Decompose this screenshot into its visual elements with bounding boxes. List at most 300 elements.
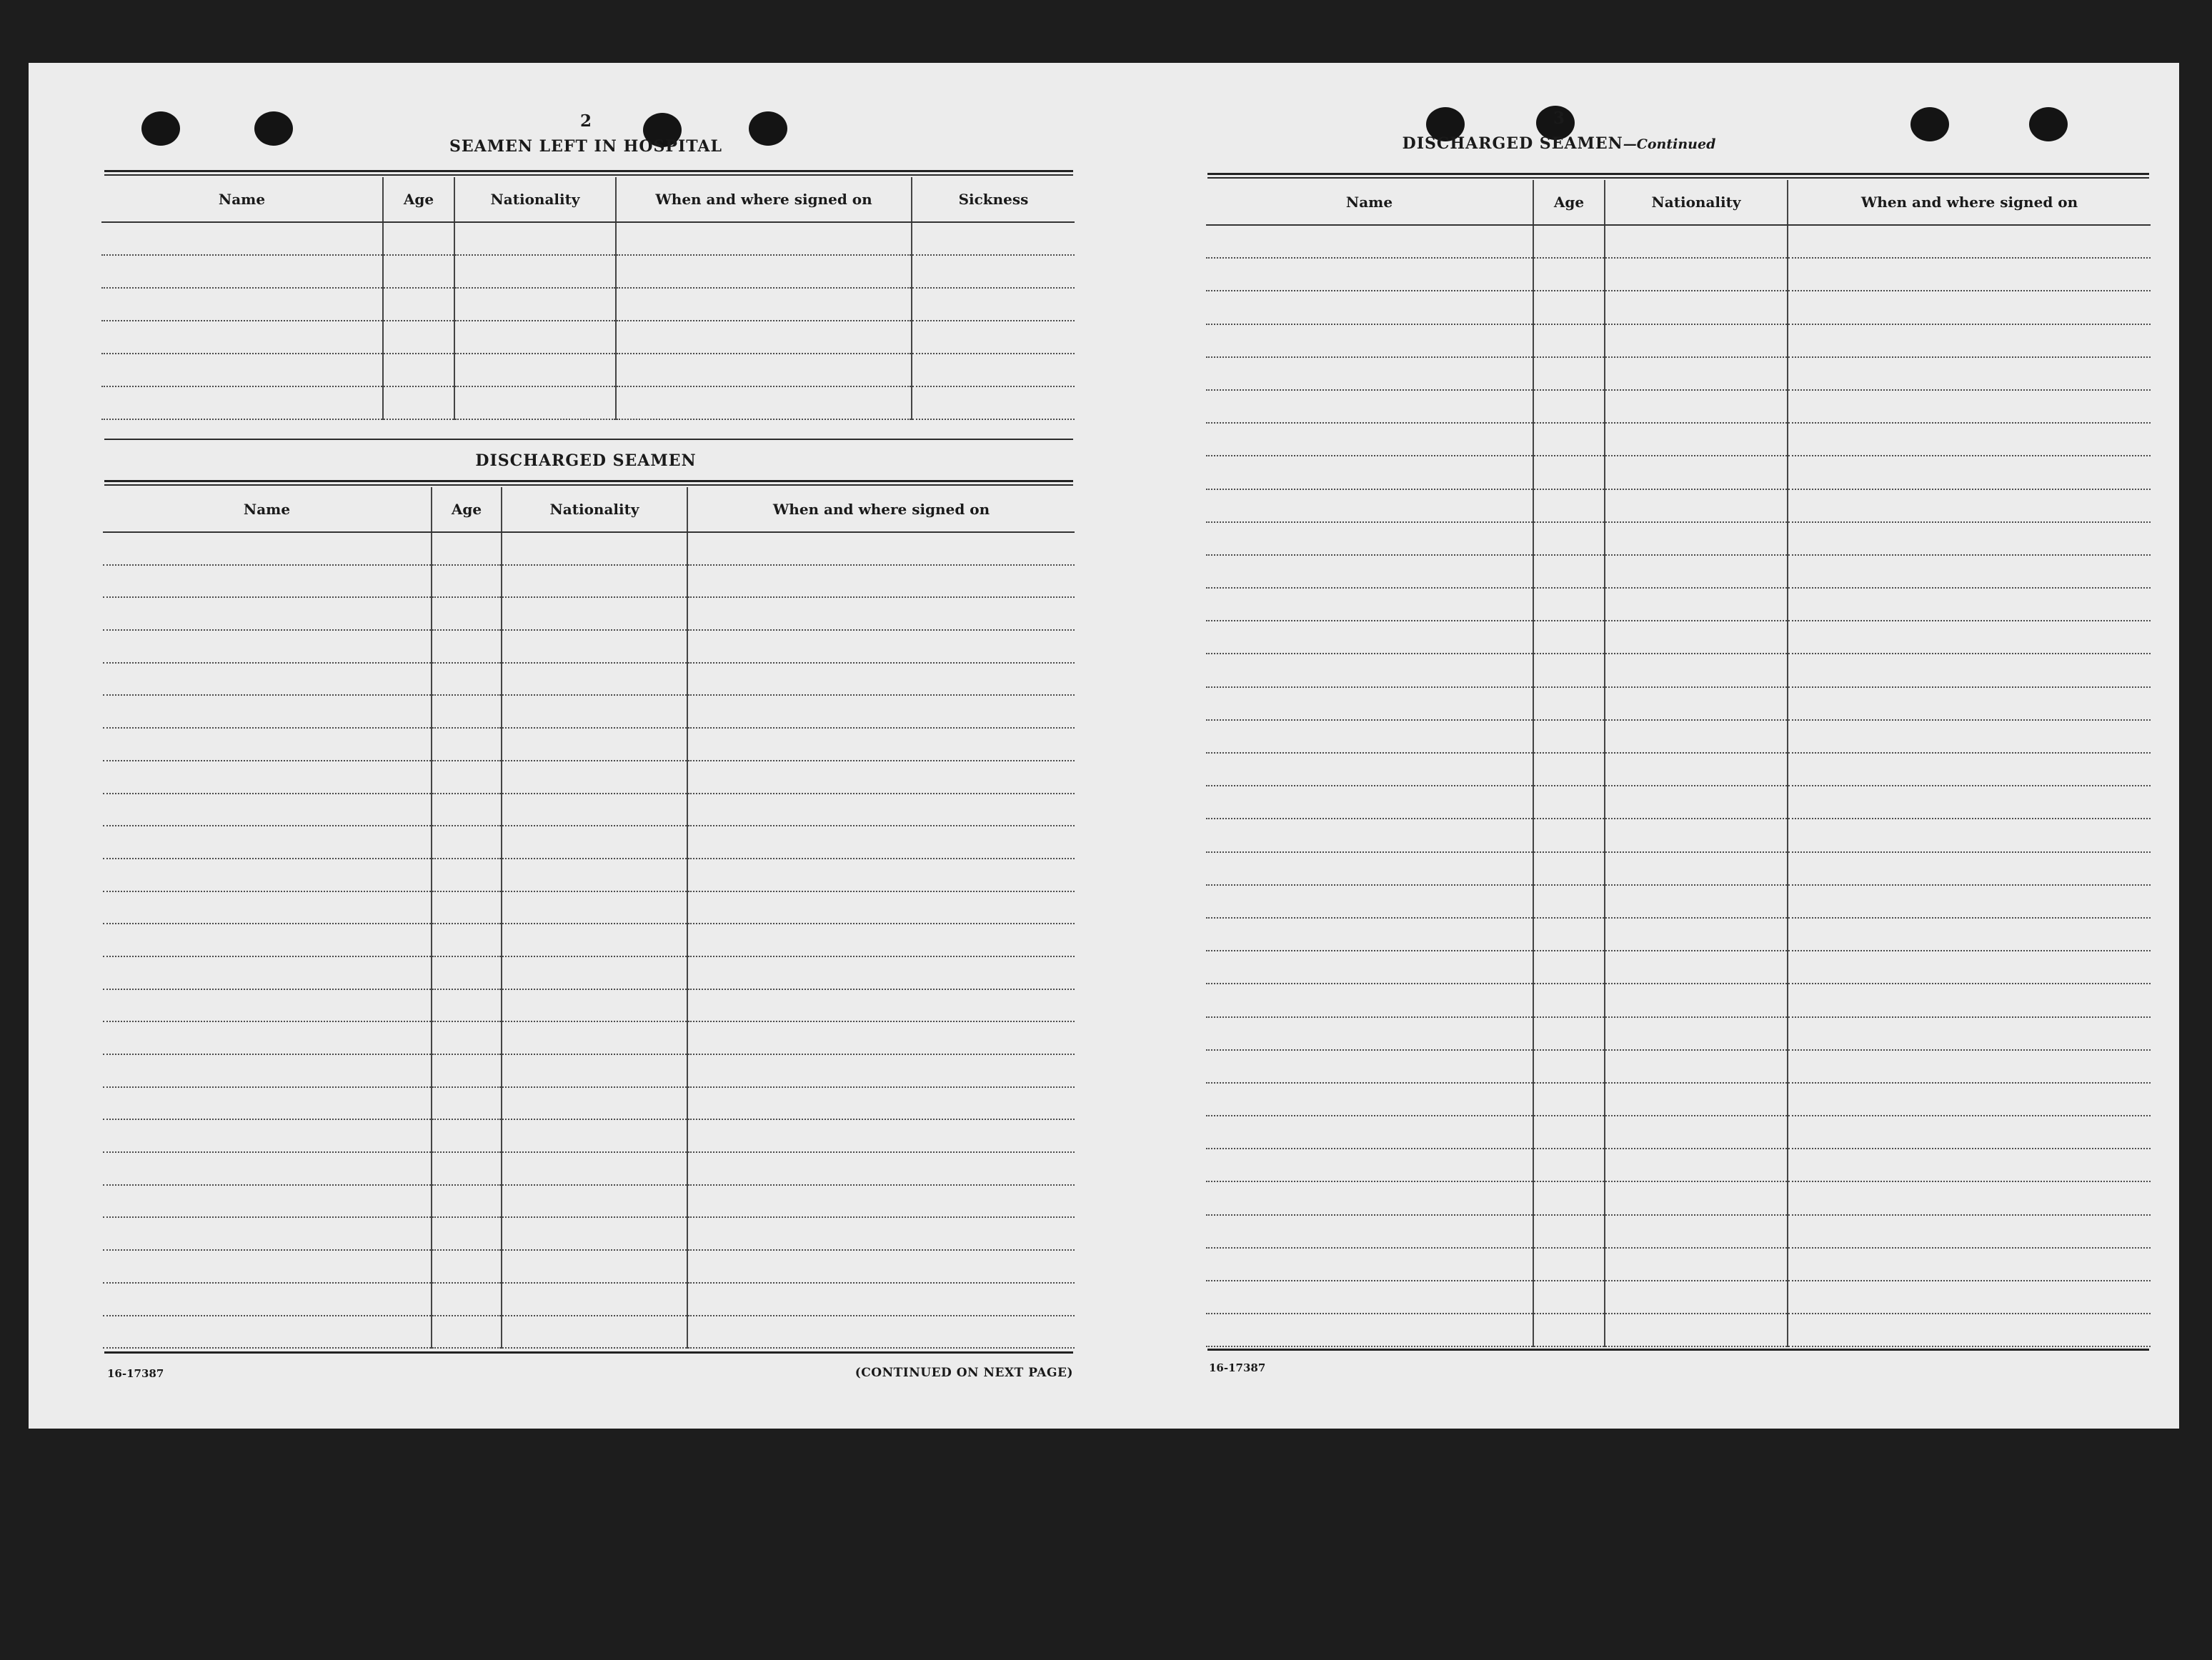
ledger-cell: [1605, 951, 1788, 984]
ledger-cell: [432, 597, 502, 630]
ledger-cell: [1788, 588, 2151, 621]
ledger-cell: [1605, 786, 1788, 819]
ledger-cell: [1533, 258, 1605, 291]
ledger-cell: [103, 532, 432, 565]
ledger-cell: [1605, 819, 1788, 851]
ledger-cell: [1533, 357, 1605, 390]
ledger-row: [1206, 852, 2151, 885]
ledger-cell: [454, 321, 616, 354]
ledger-row: [1206, 621, 2151, 654]
ledger-cell: [432, 989, 502, 1022]
ledger-row: [103, 695, 1075, 728]
ledger-cell: [1788, 1017, 2151, 1050]
ledger-row: [1206, 555, 2151, 588]
ledger-cell: [1788, 720, 2151, 753]
ledger-cell: [1206, 390, 1533, 423]
ledger-row: [101, 255, 1075, 288]
hospital-table: [101, 177, 1075, 420]
ledger-cell: [454, 288, 616, 321]
ledger-cell: [687, 630, 1075, 663]
column-header-signed-on: When and where signed on: [687, 487, 1075, 532]
ledger-cell: [1206, 1314, 1533, 1346]
ledger-cell: [1788, 225, 2151, 258]
ledger-cell: [1206, 1116, 1533, 1149]
ledger-row: [1206, 654, 2151, 686]
ledger-row: [103, 565, 1075, 598]
right-page: [1122, 63, 2179, 1429]
ledger-cell: [1605, 1116, 1788, 1149]
ledger-cell: [1788, 918, 2151, 951]
ledger-cell: [687, 1054, 1075, 1087]
ledger-cell: [1788, 1083, 2151, 1116]
ledger-cell: [502, 565, 687, 598]
ledger-cell: [432, 956, 502, 989]
continued-note: (CONTINUED ON NEXT PAGE): [855, 1366, 1073, 1380]
ledger-row: [1206, 291, 2151, 324]
bottom-rule: [104, 1351, 1073, 1354]
ledger-cell: [502, 1087, 687, 1120]
ledger-cell: [687, 1152, 1075, 1185]
ledger-cell: [103, 956, 432, 989]
ledger-cell: [1605, 423, 1788, 456]
ledger-cell: [101, 222, 383, 255]
ledger-cell: [1788, 951, 2151, 984]
ledger-cell: [1788, 258, 2151, 291]
ledger-cell: [687, 1087, 1075, 1120]
ledger-row: [103, 1119, 1075, 1152]
ledger-cell: [432, 794, 502, 826]
ledger-cell: [1533, 1083, 1605, 1116]
ledger-row: [103, 891, 1075, 924]
ledger-cell: [1206, 852, 1533, 885]
bottom-rule: [1207, 1349, 2149, 1351]
ledger-cell: [616, 255, 912, 288]
punch-hole: [1910, 107, 1949, 141]
ledger-cell: [1206, 357, 1533, 390]
column-header-nationality: Nationality: [454, 177, 616, 222]
ledger-cell: [103, 1217, 432, 1250]
ledger-cell: [1206, 984, 1533, 1016]
ledger-cell: [1605, 918, 1788, 951]
ledger-cell: [1206, 588, 1533, 621]
ledger-cell: [1533, 423, 1605, 456]
ledger-cell: [1206, 489, 1533, 522]
ledger-cell: [103, 1316, 432, 1349]
ledger-cell: [687, 597, 1075, 630]
column-header-age: Age: [1533, 180, 1605, 225]
ledger-cell: [1206, 786, 1533, 819]
ledger-cell: [1788, 819, 2151, 851]
ledger-row: [1206, 1017, 2151, 1050]
ledger-cell: [432, 630, 502, 663]
ledger-row: [103, 1250, 1075, 1283]
ledger-cell: [103, 663, 432, 696]
ledger-cell: [912, 222, 1075, 255]
ledger-cell: [1206, 1149, 1533, 1181]
ledger-cell: [383, 222, 454, 255]
ledger-row: [1206, 225, 2151, 258]
column-header-signed-on: When and where signed on: [616, 177, 912, 222]
ledger-cell: [1605, 456, 1788, 489]
ledger-cell: [502, 859, 687, 891]
ledger-cell: [1206, 258, 1533, 291]
ledger-row: [1206, 258, 2151, 291]
ledger-cell: [502, 956, 687, 989]
ledger-cell: [502, 663, 687, 696]
ledger-cell: [103, 761, 432, 794]
ledger-cell: [432, 532, 502, 565]
ledger-cell: [1206, 951, 1533, 984]
ledger-cell: [1605, 1248, 1788, 1281]
ledger-cell: [103, 826, 432, 859]
ledger-cell: [1605, 1017, 1788, 1050]
ledger-cell: [1533, 984, 1605, 1016]
ledger-cell: [1533, 918, 1605, 951]
ledger-cell: [1533, 1314, 1605, 1346]
header-rule: [1207, 177, 2149, 179]
left-page: [29, 63, 1122, 1429]
ledger-cell: [1206, 720, 1533, 753]
ledger-cell: [1533, 852, 1605, 885]
ledger-cell: [502, 826, 687, 859]
ledger-row: [103, 859, 1075, 891]
ledger-row: [1206, 951, 2151, 984]
ledger-cell: [432, 1152, 502, 1185]
ledger-cell: [1206, 1281, 1533, 1314]
ledger-cell: [502, 989, 687, 1022]
ledger-cell: [687, 891, 1075, 924]
ledger-row: [1206, 1281, 2151, 1314]
ledger-cell: [1605, 324, 1788, 357]
ledger-cell: [1788, 390, 2151, 423]
ledger-row: [1206, 1083, 2151, 1116]
ledger-cell: [1533, 1050, 1605, 1083]
ledger-cell: [1605, 291, 1788, 324]
ledger-cell: [1533, 951, 1605, 984]
ledger-cell: [383, 255, 454, 288]
ledger-row: [101, 222, 1075, 255]
ledger-cell: [101, 288, 383, 321]
ledger-cell: [432, 565, 502, 598]
header-rule: [1207, 173, 2149, 175]
hospital-section-title: SEAMEN LEFT IN HOSPITAL: [449, 137, 722, 156]
ledger-row: [103, 663, 1075, 696]
ledger-cell: [1788, 1248, 2151, 1281]
ledger-cell: [616, 354, 912, 386]
ledger-row: [101, 321, 1075, 354]
ledger-cell: [101, 321, 383, 354]
ledger-cell: [103, 924, 432, 956]
ledger-cell: [1533, 786, 1605, 819]
ledger-cell: [1206, 225, 1533, 258]
ledger-cell: [1605, 1083, 1788, 1116]
ledger-row: [1206, 588, 2151, 621]
ledger-cell: [502, 891, 687, 924]
discharged-continued-title: [1373, 134, 1745, 153]
ledger-cell: [1605, 555, 1788, 588]
ledger-cell: [1605, 357, 1788, 390]
ledger-cell: [454, 222, 616, 255]
ledger-cell: [1788, 1149, 2151, 1181]
ledger-cell: [1788, 984, 2151, 1016]
ledger-cell: [687, 1021, 1075, 1054]
ledger-cell: [1788, 555, 2151, 588]
ledger-cell: [1605, 390, 1788, 423]
ledger-cell: [502, 1054, 687, 1087]
ledger-cell: [1533, 687, 1605, 720]
ledger-cell: [103, 1185, 432, 1218]
ledger-cell: [1788, 1281, 2151, 1314]
ledger-row: [103, 1152, 1075, 1185]
ledger-row: [103, 924, 1075, 956]
ledger-row: [1206, 1116, 2151, 1149]
ledger-cell: [502, 1316, 687, 1349]
ledger-row: [1206, 786, 2151, 819]
ledger-cell: [616, 386, 912, 419]
column-header-signed-on: When and where signed on: [1788, 180, 2151, 225]
ledger-row: [103, 1185, 1075, 1218]
ledger-cell: [1206, 687, 1533, 720]
ledger-cell: [1533, 1215, 1605, 1248]
ledger-cell: [1206, 819, 1533, 851]
page-number: 2: [579, 111, 592, 131]
ledger-cell: [454, 255, 616, 288]
ledger-cell: [1206, 423, 1533, 456]
ledger-row: [103, 794, 1075, 826]
ledger-cell: [1788, 885, 2151, 918]
hospital-header-row: [101, 177, 1075, 222]
ledger-row: [103, 826, 1075, 859]
ledger-cell: [432, 1316, 502, 1349]
ledger-cell: [1533, 225, 1605, 258]
ledger-cell: [1206, 522, 1533, 555]
ledger-cell: [1533, 1281, 1605, 1314]
ledger-cell: [1605, 588, 1788, 621]
ledger-cell: [1605, 720, 1788, 753]
ledger-cell: [912, 321, 1075, 354]
header-rule: [104, 484, 1073, 486]
column-header-name: Name: [101, 177, 383, 222]
ledger-cell: [103, 597, 432, 630]
ledger-row: [1206, 984, 2151, 1016]
ledger-cell: [502, 728, 687, 761]
ledger-cell: [101, 354, 383, 386]
ledger-row: [103, 728, 1075, 761]
ledger-row: [1206, 753, 2151, 786]
ledger-cell: [1206, 1017, 1533, 1050]
ledger-row: [103, 597, 1075, 630]
ledger-cell: [1533, 489, 1605, 522]
ledger-cell: [432, 1054, 502, 1087]
ledger-cell: [502, 1119, 687, 1152]
ledger-cell: [1533, 291, 1605, 324]
ledger-row: [103, 630, 1075, 663]
ledger-cell: [502, 794, 687, 826]
ledger-cell: [1206, 753, 1533, 786]
punch-hole: [254, 111, 293, 146]
ledger-row: [1206, 423, 2151, 456]
ledger-cell: [103, 1054, 432, 1087]
ledger-row: [101, 288, 1075, 321]
header-rule: [104, 174, 1073, 176]
ledger-cell: [687, 565, 1075, 598]
ledger-row: [1206, 390, 2151, 423]
ledger-cell: [687, 989, 1075, 1022]
ledger-cell: [103, 695, 432, 728]
ledger-cell: [432, 1119, 502, 1152]
ledger-cell: [502, 630, 687, 663]
ledger-cell: [432, 1021, 502, 1054]
ledger-row: [103, 1316, 1075, 1349]
ledger-cell: [432, 859, 502, 891]
ledger-row: [103, 1054, 1075, 1087]
ledger-cell: [1206, 1050, 1533, 1083]
ledger-cell: [1605, 687, 1788, 720]
ledger-cell: [1605, 1181, 1788, 1214]
ledger-cell: [687, 532, 1075, 565]
ledger-cell: [1533, 390, 1605, 423]
ledger-cell: [912, 386, 1075, 419]
punch-hole: [141, 111, 180, 146]
form-code: 16-17387: [1209, 1361, 1266, 1374]
ledger-cell: [502, 761, 687, 794]
ledger-cell: [502, 924, 687, 956]
ledger-cell: [103, 891, 432, 924]
ledger-cell: [103, 794, 432, 826]
ledger-cell: [1605, 522, 1788, 555]
ledger-row: [101, 386, 1075, 419]
ledger-cell: [1788, 423, 2151, 456]
ledger-cell: [1533, 456, 1605, 489]
ledger-row: [103, 1217, 1075, 1250]
ledger-row: [1206, 357, 2151, 390]
ledger-row: [1206, 918, 2151, 951]
ledger-cell: [454, 386, 616, 419]
ledger-cell: [1605, 1281, 1788, 1314]
ledger-cell: [1788, 753, 2151, 786]
ledger-cell: [1788, 621, 2151, 654]
column-header-name: Name: [1206, 180, 1533, 225]
ledger-cell: [1605, 654, 1788, 686]
ledger-row: [103, 1283, 1075, 1316]
ledger-cell: [432, 924, 502, 956]
ledger-cell: [103, 1087, 432, 1120]
continued-table: [1206, 180, 2151, 1347]
ledger-cell: [101, 255, 383, 288]
ledger-row: [1206, 456, 2151, 489]
column-header-sickness: Sickness: [912, 177, 1075, 222]
discharged-rows: [103, 532, 1075, 1348]
ledger-cell: [1605, 225, 1788, 258]
ledger-row: [1206, 324, 2151, 357]
ledger-cell: [1206, 1215, 1533, 1248]
ledger-cell: [383, 386, 454, 419]
ledger-cell: [1788, 456, 2151, 489]
ledger-cell: [454, 354, 616, 386]
ledger-cell: [1605, 1149, 1788, 1181]
ledger-cell: [502, 1185, 687, 1218]
title-main: DISCHARGED SEAMEN: [1402, 134, 1623, 153]
ledger-cell: [687, 663, 1075, 696]
ledger-row: [1206, 885, 2151, 918]
ledger-cell: [103, 859, 432, 891]
ledger-cell: [1605, 1215, 1788, 1248]
ledger-cell: [1788, 1116, 2151, 1149]
ledger-cell: [432, 761, 502, 794]
ledger-cell: [1206, 1083, 1533, 1116]
ledger-cell: [502, 1250, 687, 1283]
ledger-cell: [383, 321, 454, 354]
ledger-cell: [432, 826, 502, 859]
ledger-cell: [1788, 654, 2151, 686]
ledger-cell: [1605, 1050, 1788, 1083]
ledger-cell: [103, 565, 432, 598]
ledger-cell: [687, 1316, 1075, 1349]
section-rule: [104, 439, 1073, 440]
ledger-cell: [432, 1217, 502, 1250]
ledger-cell: [687, 794, 1075, 826]
ledger-cell: [616, 222, 912, 255]
ledger-cell: [1533, 819, 1605, 851]
ledger-cell: [1533, 1248, 1605, 1281]
ledger-row: [103, 989, 1075, 1022]
ledger-cell: [502, 597, 687, 630]
ledger-cell: [103, 1250, 432, 1283]
ledger-cell: [687, 1119, 1075, 1152]
ledger-cell: [687, 859, 1075, 891]
ledger-cell: [432, 663, 502, 696]
ledger-row: [1206, 1215, 2151, 1248]
discharged-table: [103, 487, 1075, 1349]
ledger-cell: [1788, 489, 2151, 522]
ledger-cell: [383, 288, 454, 321]
ledger-row: [1206, 720, 2151, 753]
ledger-cell: [687, 956, 1075, 989]
ledger-cell: [103, 1021, 432, 1054]
column-header-nationality: Nationality: [1605, 180, 1788, 225]
ledger-row: [1206, 1314, 2151, 1346]
column-header-name: Name: [103, 487, 432, 532]
continued-header-row: [1206, 180, 2151, 225]
ledger-cell: [1605, 258, 1788, 291]
ledger-cell: [1206, 291, 1533, 324]
ledger-cell: [502, 1217, 687, 1250]
ledger-cell: [432, 1185, 502, 1218]
header-rule: [104, 480, 1073, 482]
ledger-cell: [432, 1250, 502, 1283]
ledger-row: [103, 532, 1075, 565]
ledger-cell: [1788, 291, 2151, 324]
ledger-cell: [1788, 687, 2151, 720]
column-header-age: Age: [432, 487, 502, 532]
ledger-cell: [432, 728, 502, 761]
ledger-row: [1206, 489, 2151, 522]
ledger-cell: [687, 761, 1075, 794]
ledger-cell: [1788, 786, 2151, 819]
ledger-cell: [1533, 522, 1605, 555]
ledger-cell: [687, 924, 1075, 956]
ledger-cell: [687, 1250, 1075, 1283]
ledger-cell: [687, 695, 1075, 728]
ledger-cell: [687, 1185, 1075, 1218]
ledger-cell: [1206, 885, 1533, 918]
ledger-cell: [1788, 1050, 2151, 1083]
form-code: 16-17387: [107, 1367, 164, 1380]
ledger-row: [1206, 687, 2151, 720]
ledger-cell: [1788, 357, 2151, 390]
ledger-row: [103, 761, 1075, 794]
ledger-cell: [502, 532, 687, 565]
